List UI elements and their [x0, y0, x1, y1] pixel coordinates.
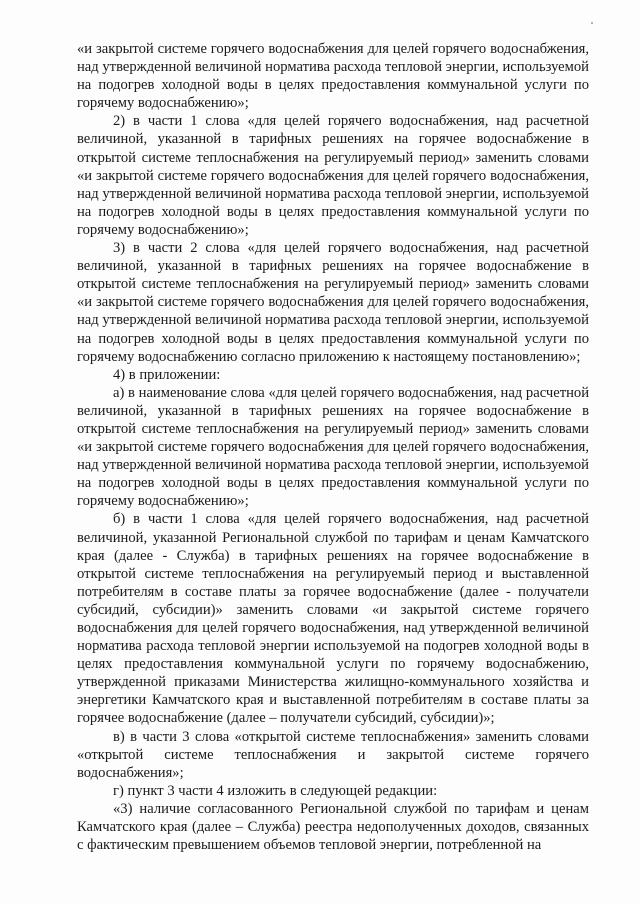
- paragraph-item-2: 2) в части 1 слова «для целей горячего водоснабжения, над расчетной величиной, указанной в тарифных решениях на горячее водоснабжение в открытой системе теплоснабжения на регулируемый период» заменить словами «и закрытой системе горячего водоснабжения для целей горячего водоснабжения, над утвержденной величиной норматива расхода тепловой энергии, используемой на подогрев холодной воды в целях предоставления коммунальной услуги по горячему водоснабжению»;: [77, 113, 589, 238]
- paragraph-item-3: 3) в части 2 слова «для целей горячего водоснабжения, над расчетной величиной, указанной в тарифных решениях на горячее водоснабжение в открытой системе теплоснабжения на регулируемый период» заменить словами «и закрытой системе горячего водоснабжения для целей горячего водоснабжения, над утвержденной величиной норматива расхода тепловой энергии, используемой на подогрев холодной воды в целях предоставления коммунальной услуги по горячему водоснабжению согласно приложению к настоящему постановлению»;: [77, 240, 589, 365]
- paragraph-continuation: «и закрытой системе горячего водоснабжения для целей горячего водоснабжения, над утвержденной величиной норматива расхода тепловой энергии, используемой на подогрев холодной воды в целях предоставления коммунальной услуги по горячему водоснабжению»;: [77, 41, 589, 112]
- scan-speck: [591, 22, 593, 24]
- paragraph-subitem-b: б) в части 1 слова «для целей горячего водоснабжения, над расчетной величиной, указанной Региональной службой по тарифам и ценам Камчатского края (далее - Служба) в тарифных решениях на горячее водоснабжение в открытой системе теплоснабжения на регулируемый период и выставленной потребителям в составе платы за горячее водоснабжение (далее - получатели субсидий, субсидии)» заменить словами «и закрытой системе горячего водоснабжения для целей горячего водоснабжения, над утвержденной величиной норматива расхода тепловой энергии используемой на подогрев холодной воды в целях предоставления коммунальной услуги по горячему водоснабжению, утвержденной приказами Министерства жилищно-коммунального хозяйства и энергетики Камчатского края и выставленной потребителям в составе платы за горячее водоснабжение (далее – получатели субсидий, субсидии)»;: [77, 511, 589, 727]
- paragraph-subitem-v: в) в части 3 слова «открытой системе теплоснабжения» заменить словами «открытой системе теплоснабжения и закрытой системе горячего водоснабжения»;: [77, 728, 589, 781]
- paragraph-subitem-a: а) в наименование слова «для целей горячего водоснабжения, над расчетной величиной, указанной в тарифных решениях на горячее водоснабжение в открытой системе теплоснабжения на регулируемый период» заменить словами «и закрытой системе горячего водоснабжения для целей горячего водоснабжения, над утвержденной величиной норматива расхода тепловой энергии, используемой на подогрев холодной воды в целях предоставления коммунальной услуги по горячему водоснабжению»;: [77, 384, 589, 510]
- paragraph-quoted-item-3: «3) наличие согласованного Региональной службой по тарифам и ценам Камчатского края (далее – Служба) реестра недополученных доходов, связанных с фактическим превышением объемов тепловой энергии, потребленной на: [77, 800, 589, 854]
- paragraph-item-4: 4) в приложении:: [113, 366, 221, 383]
- document-body: [77, 40, 589, 854]
- paragraph-subitem-g: г) пункт 3 части 4 изложить в следующей редакции:: [113, 782, 438, 799]
